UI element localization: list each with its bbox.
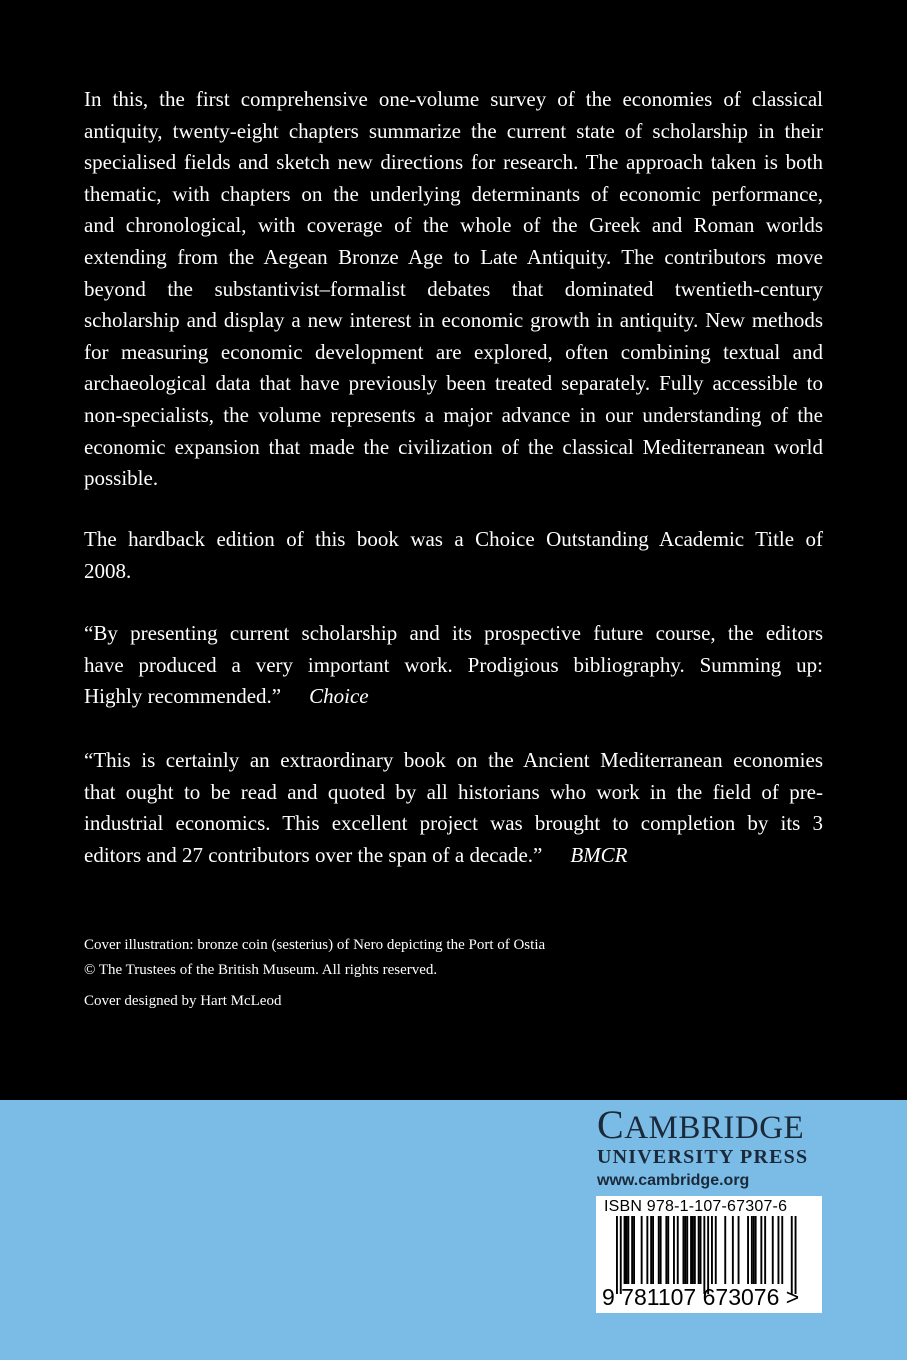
barcode-bar: [751, 1216, 753, 1284]
text-line: antiquity, twenty-eight chapters summarize the current state of scholarship in their: [84, 118, 823, 143]
publisher-website: www.cambridge.org: [597, 1172, 750, 1189]
barcode-bar: [700, 1216, 702, 1284]
text-line: “By presenting current scholarship and its prospective future course, the editors: [84, 621, 823, 645]
barcode-bar: [667, 1216, 669, 1284]
barcode-bar: [732, 1216, 734, 1284]
barcode-bar: [641, 1216, 643, 1284]
text-line: scholarship and display a new interest in economic growth in antiquity. New methods: [84, 308, 823, 333]
review-choice: [84, 618, 823, 713]
barcode-bar: [620, 1216, 622, 1294]
barcode-bar: [747, 1216, 749, 1284]
barcode-bar: [781, 1216, 783, 1284]
barcode-bar: [778, 1216, 780, 1284]
barcode-bar: [690, 1216, 692, 1284]
text-line: and chronological, with coverage of the whole of the Greek and Roman worlds: [84, 213, 823, 238]
publisher-logo: [597, 1102, 809, 1193]
barcode-bar: [703, 1216, 705, 1294]
barcode-bar: [624, 1216, 626, 1284]
barcode-digits: 9 781107 673076 >: [602, 1284, 800, 1310]
barcode-bar: [686, 1216, 688, 1284]
barcode-bar: [665, 1216, 667, 1284]
barcode-bar: [652, 1216, 654, 1284]
barcode-bar: [772, 1216, 774, 1284]
text-line: thematic, with chapters on the underlying determinants of economic performance,: [84, 181, 823, 206]
barcode-bar: [698, 1216, 700, 1284]
text-line: In this, the first comprehensive one-volume survey of the economies of classical: [84, 87, 823, 111]
text-line: archaeological data that have previously been treated separately. Fully accessible to: [84, 371, 823, 396]
barcode-bar: [795, 1216, 797, 1294]
text-line: have produced a very important work. Prodigious bibliography. Summing up:: [84, 652, 823, 677]
isbn-label: ISBN 978-1-107-67307-6: [604, 1198, 788, 1215]
barcode-bar: [683, 1216, 685, 1284]
text-line: “This is certainly an extraordinary book on the Ancient Mediterranean economies: [84, 748, 823, 772]
review-text: editors and 27 contributors over the span of a decade.”: [84, 842, 543, 867]
text-line: [84, 840, 823, 872]
barcode-bar: [631, 1216, 633, 1284]
barcode-bar: [646, 1216, 648, 1284]
review-source: BMCR: [570, 842, 628, 867]
text-line: extending from the Aegean Bronze Age to Late Antiquity. The contributors move: [84, 244, 823, 269]
text-line: industrial economics. This excellent project was brought to completion by its 3: [84, 811, 823, 836]
review-source: Choice: [309, 684, 369, 709]
barcode-bar: [738, 1216, 740, 1284]
publisher-name: CAMBRIDGE: [597, 1102, 805, 1147]
barcode-bar: [626, 1216, 628, 1284]
barcode-bar: [760, 1216, 762, 1284]
copyright-credit: © The Trustees of the British Museum. All rights reserved.: [84, 962, 438, 978]
text-line: non-specialists, the volume represents a major advance in our understanding of the: [84, 402, 823, 427]
text-line: that ought to be read and quoted by all historians who work in the field of pre-: [84, 779, 823, 804]
barcode-bar: [684, 1216, 686, 1284]
barcode-bar: [753, 1216, 755, 1284]
text-line: [84, 681, 823, 713]
barcode-bar: [724, 1216, 726, 1284]
barcode-bar: [764, 1216, 766, 1284]
barcode-bar: [633, 1216, 635, 1284]
illustration-credit: Cover illustration: bronze coin (sesterius) of Nero depicting the Port of Ostia: [84, 937, 546, 953]
text-line: specialised fields and sketch new directions for research. The approach taken is both: [84, 150, 823, 175]
barcode-bar: [707, 1216, 709, 1294]
text-line: possible.: [84, 466, 159, 491]
isbn-barcode: [596, 1196, 822, 1313]
cover-credits: [84, 933, 545, 1014]
barcode-bar: [755, 1216, 757, 1284]
barcode-bar: [673, 1216, 675, 1284]
publisher-subtitle: UNIVERSITY PRESS: [597, 1146, 809, 1168]
barcode-bar: [660, 1216, 662, 1284]
barcode-bar: [692, 1216, 694, 1284]
barcode-bar: [694, 1216, 696, 1284]
text-line: beyond the substantivist–formalist debates that dominated twentieth-century: [84, 276, 823, 301]
barcode-bar: [658, 1216, 660, 1284]
text-line: economic expansion that made the civilization of the classical Mediterranean world: [84, 434, 823, 459]
designer-credit: Cover designed by Hart McLeod: [84, 993, 282, 1009]
description-paragraph: [84, 84, 823, 495]
text-line: 2008.: [84, 558, 132, 583]
barcode-bar: [677, 1216, 679, 1284]
barcode-bar: [616, 1216, 618, 1294]
barcode-bar: [627, 1216, 629, 1284]
text-line: The hardback edition of this book was a Choice Outstanding Academic Title of: [84, 527, 823, 551]
barcode-bar: [711, 1216, 713, 1284]
review-text: Highly recommended.”: [84, 684, 282, 709]
award-paragraph: [84, 524, 823, 587]
barcode-bar: [791, 1216, 793, 1294]
barcode-bar: [715, 1216, 717, 1284]
review-bmcr: [84, 745, 823, 871]
text-line: for measuring economic development are explored, often combining textual and: [84, 339, 823, 364]
barcode-bar: [650, 1216, 652, 1284]
